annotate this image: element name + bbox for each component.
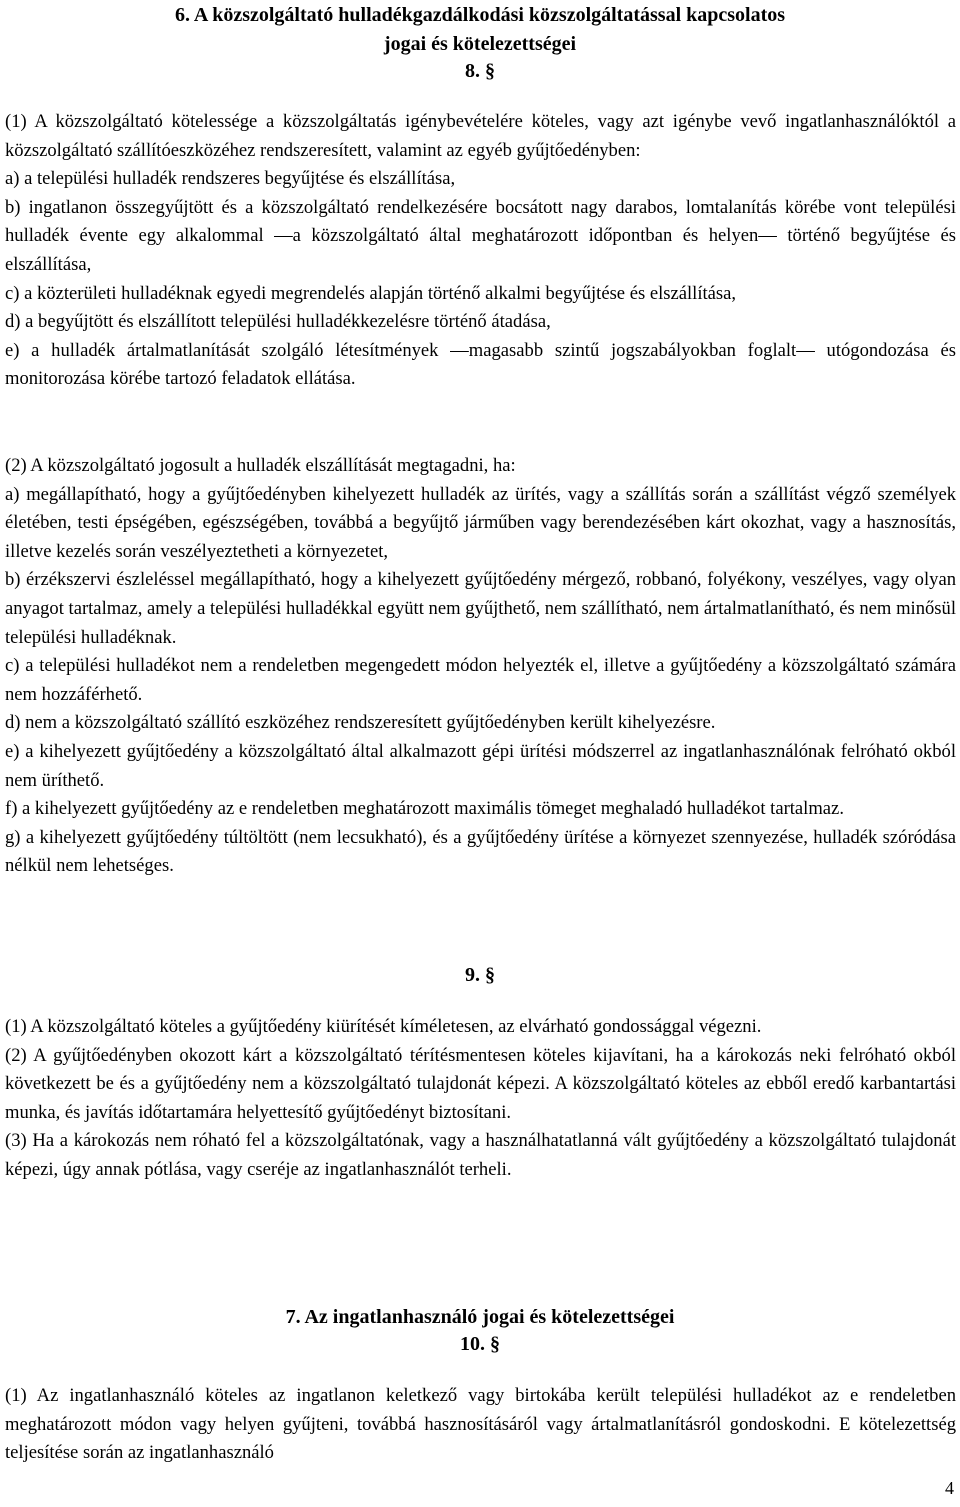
article-10-heading: 10. § [460, 1333, 500, 1355]
section-7-title: 7. Az ingatlanhasználó jogai és kötelezettségei [285, 1306, 675, 1328]
paragraph-text: e) a hulladék ártalmatlanítását szolgáló létesítmények —magasabb szintű jogszabályokban foglalt— utógondozása és monitorozása körébe tartozó feladatok ellátása. [5, 339, 956, 390]
paragraph-text: (3) Ha a károkozás nem róható fel a közszolgáltatónak, vagy a használhatatlanná vált gyűjtőedény a közszolgáltató tulajdonát képezi, úgy annak pótlása, vagy cseréje az ingatlanhasználót terheli. [5, 1130, 956, 1180]
article-9-paragraphs [5, 1013, 956, 1185]
article-9-heading: 9. § [465, 964, 495, 986]
paragraph-text: d) a begyűjtött és elszállított települési hulladékkezelésre történő átadása, [5, 311, 551, 333]
paragraph-text: c) a közterületi hulladéknak egyedi megrendelés alapján történő alkalmi begyűjtése és elszállítása, [5, 282, 737, 304]
paragraph-text: a) megállapítható, hogy a gyűjtőedényben kihelyezett hulladék az ürítés, vagy a szállítás során a szállítást végző személyek életében, testi épségében, egészségében, továbbá a begyűjtő járműben vagy berendezésében kárt okozhat, vagy a hasznosítás, illetve kezelés során veszélyeztetheti a környezetet, [5, 483, 956, 562]
paragraph-text: (1) A közszolgáltató köteles a gyűjtőedény kiürítését kíméletesen, az elvárható gondossággal végezni. [5, 1016, 762, 1037]
paragraph-text: e) a kihelyezett gyűjtőedény a közszolgáltató által alkalmazott gépi ürítési módszerrel az ingatlanhasználónak felróható okból nem üríthető. [5, 740, 956, 791]
paragraph-text: f) a kihelyezett gyűjtőedény az e rendeletben meghatározott maximális tömeget meghaladó hulladékot tartalmaz. [5, 798, 844, 820]
paragraph-text: b) érzékszervi észleléssel megállapítható, hogy a kihelyezett gyűjtőedény mérgező, robbanó, folyékony, veszélyes, vagy olyan anyagot tartalmaz, amely a települési hulladékkal együtt nem gyűjthető, nem szállítható, nem ártalmatlanítható, és nem minősül települési hulladéknak. [5, 569, 956, 648]
paragraph-text: b) ingatlanon összegyűjtött és a közszolgáltató rendelkezésére bocsátott nagy darabos, lomtalanítás körébe vont települési hulladék évente egy alkalommal —a közszolgáltató által meghatározott időpontban és helyen— történő begyűjtése és elszállítása, [5, 196, 956, 275]
paragraph-text: c) a települési hulladékot nem a rendeletben megengedett módon helyezték el, illetve a gyűjtőedény a közszolgáltató számára nem hozzáférhető. [5, 655, 956, 705]
paragraph-text: (1) A közszolgáltató kötelessége a közszolgáltatás igénybevételére köteles, vagy azt igénybe vevő ingatlanhasználóktól a közszolgáltató szállítóeszközéhez rendszeresített, valamint az egyéb gyűjtőedényben: [5, 111, 956, 161]
paragraph-text: (1) Az ingatlanhasználó köteles az ingatlanon keletkező vagy birtokába került települési hulladékot az e rendeletben meghatározott módon vagy helyen gyűjteni, továbbá hasznosításáról vagy ártalmatlanításról gondoskodni. E kötelezettség teljesítése során az ingatlanhasználó [5, 1385, 956, 1464]
paragraph-text: d) nem a közszolgáltató szállító eszközéhez rendszeresített gyűjtőedényben került kihelyezésre. [5, 712, 716, 734]
section-6-title-line2: jogai és kötelezettségei [383, 33, 577, 55]
paragraph-text: (2) A gyűjtőedényben okozott kárt a közszolgáltató térítésmentesen köteles kijavítani, ha a károkozás neki felróható okból következett be és a gyűjtőedény nem a közszolgáltató tulajdonát képezi. A közszolgáltató köteles az ebből eredő karbantartási munka, és javítás időtartamára helyettesítő gyűjtőedényt biztosítani. [5, 1044, 956, 1123]
section-6-title-line1: 6. A közszolgáltató hulladékgazdálkodási közszolgáltatással kapcsolatos [174, 4, 786, 26]
paragraph-text: a) a települési hulladék rendszeres begyűjtése és elszállítása, [5, 168, 456, 190]
paragraph-text: g) a kihelyezett gyűjtőedény túltöltött (nem lecsukható), és a gyűjtőedény ürítése a környezet szennyezése, hulladék szóródása nélkül nem lehetséges. [5, 826, 956, 877]
article-8-paragraph-1 [5, 108, 956, 394]
article-8-paragraph-2 [5, 452, 956, 881]
page-number: 4 [945, 1478, 954, 1498]
article-8-heading: 8. § [465, 60, 495, 82]
article-10-paragraph-1 [5, 1382, 956, 1468]
paragraph-text: (2) A közszolgáltató jogosult a hulladék elszállítását megtagadni, ha: [5, 455, 516, 476]
